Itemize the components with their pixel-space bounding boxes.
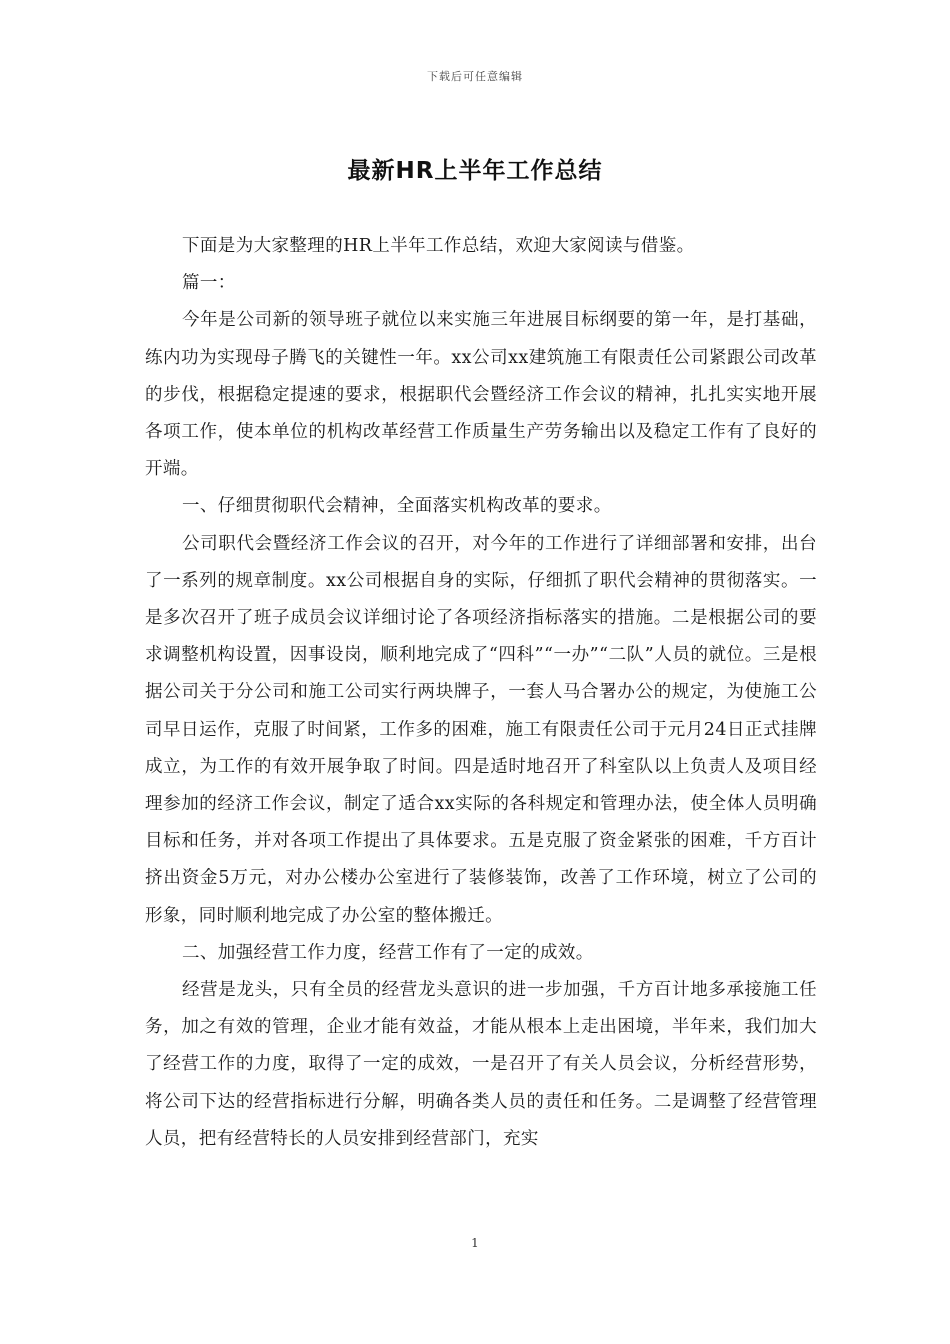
section-heading-two: 二、加强经营工作力度，经营工作有了一定的成效。 [182,942,594,963]
document-body [145,228,817,1158]
body-paragraph: 经营是龙头，只有全员的经营龙头意识的进一步加强，千方百计地多承接施工任务，加之有效的管理，企业才能有效益，才能从根本上走出困境，半年来，我们加大了经营工作的力度，取得了一定的成效，一是召开了有关人员会议，分析经营形势，将公司下达的经营指标进行分解，明确各类人员的责任和任务。二是调整了经营管理人员，把有经营特长的人员安排到经营部门，充实 [145,980,817,1149]
body-paragraph: 今年是公司新的领导班子就位以来实施三年进展目标纲要的第一年，是打基础，练内功为实现母子腾飞的关键性一年。xx公司xx建筑施工有限责任公司紧跟公司改革的步伐，根据稳定提速的要求，根据职代会暨经济工作会议的精神，扎扎实实地开展各项工作，使本单位的机构改革经营工作质量生产劳务输出以及稳定工作有了良好的开端。 [145,310,817,480]
section-heading-one: 一、仔细贯彻职代会精神，全面落实机构改革的要求。 [182,496,612,517]
document-title: 最新HR上半年工作总结 [347,158,603,184]
body-paragraph: 公司职代会暨经济工作会议的召开，对今年的工作进行了详细部署和安排，出台了一系列的规章制度。xx公司根据自身的实际，仔细抓了职代会精神的贯彻落实。一是多次召开了班子成员会议详细讨论了各项经济指标落实的措施。二是根据公司的要求调整机构设置，因事设岗，顺利地完成了“四科”“一办”“二队”人员的就位。三是根据公司关于分公司和施工公司实行两块牌子，一套人马合署办公的规定，为使施工公司早日运作，克服了时间紧，工作多的困难，施工有限责任公司于元月24日正式挂牌成立，为工作的有效开展争取了时间。四是适时地召开了科室队以上负责人及项目经理参加的经济工作会议，制定了适合xx实际的各科规定和管理办法，使全体人员明确目标和任务，并对各项工作提出了具体要求。五是克服了资金紧张的困难，千方百计挤出资金5万元，对办公楼办公室进行了装修装饰，改善了工作环境，树立了公司的形象，同时顺利地完成了办公室的整体搬迁。 [145,533,817,926]
section-label-part-one: 篇一： [182,273,236,294]
page-number: 1 [471,1236,479,1250]
page-header-note: 下载后可任意编辑 [427,70,523,83]
intro-paragraph: 下面是为大家整理的HR上半年工作总结，欢迎大家阅读与借鉴。 [182,236,695,256]
